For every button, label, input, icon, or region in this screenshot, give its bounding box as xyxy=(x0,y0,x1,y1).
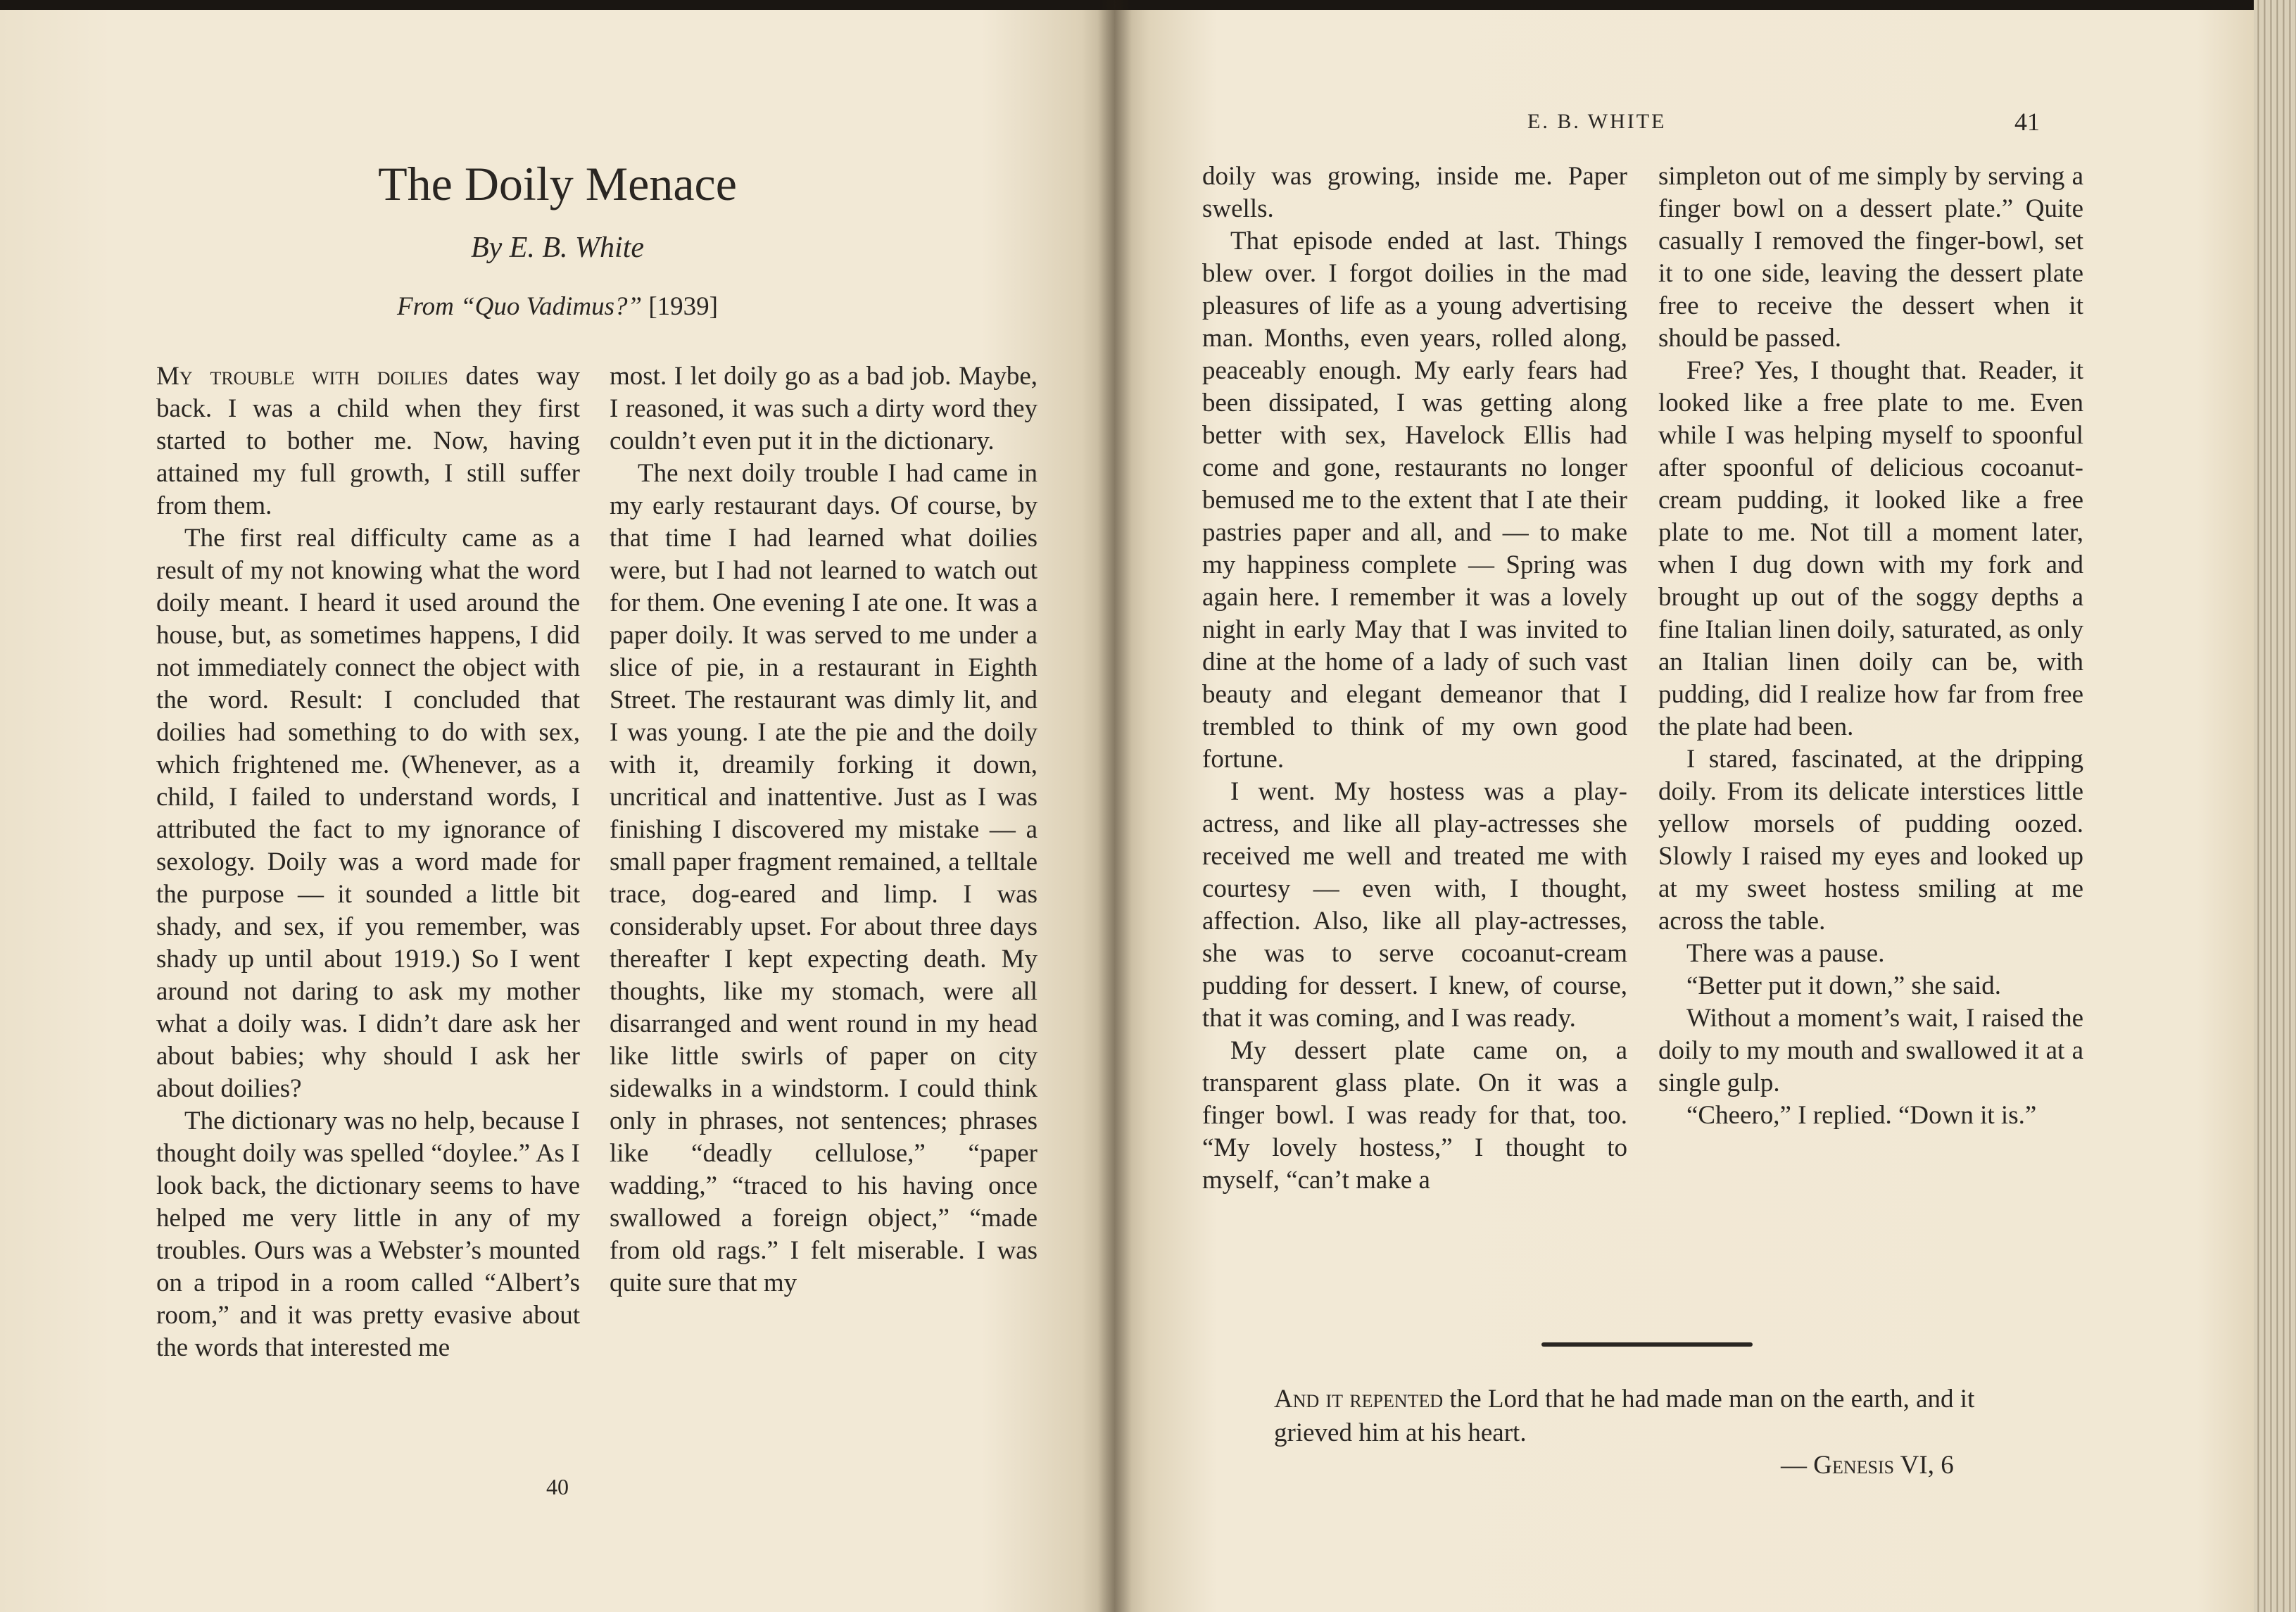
paragraph: Without a moment’s wait, I raised the doily to my mouth and swallowed it at a single gulp. xyxy=(1658,1004,2083,1097)
paragraph: My dessert plate came on, a transparent glass plate. On it was a finger bowl. I was ready for that, too. “My lovely hostess,” I thought to myself, “can’t make a xyxy=(1202,1036,1627,1195)
epigraph-lead: And it repented xyxy=(1274,1385,1444,1413)
paragraph: doily was growing, inside me. Paper swells. xyxy=(1202,162,1627,223)
paragraph: That episode ended at last. Things blew over. I forgot doilies in the mad pleasures of life as a young advertising man. Months, even years, rolled along, peaceably enough. My early fears had been dissipated, I was getting along better with sex, Havelock Ellis had come and gone, restaurants no longer bemused me to the extent that I ate their pastries paper and all, and — to make my happiness complete — Spring was again here. I remember it was a lovely night in early May that I was invited to dine at the home of a lady of such vast beauty and elegant demeanor that I trembled to think of my own good fortune. xyxy=(1202,227,1627,774)
paragraph: “Cheero,” I replied. “Down it is.” xyxy=(1686,1101,2037,1130)
page-number: 41 xyxy=(2014,108,2040,136)
paragraph: I went. My hostess was a play-actress, and like all play-actresses she received me well and treated me with courtesy — even with, I thought, affection. Also, like all play-actresses, she was to serve cocoanut-cream pudding for dessert. I knew, of course, that it was coming, and I was ready. xyxy=(1202,777,1627,1033)
text-column-4 xyxy=(1658,160,2083,1132)
epigraph-text: the Lord that he had made man on the earth, and it grieved him at his heart. xyxy=(1274,1385,1975,1447)
right-page xyxy=(1115,10,2254,1612)
paragraph: Free? Yes, I thought that. Reader, it looked like a free plate to me. Even while I was helping myself to spoonful after spoonful of delicious cocoanut-cream pudding, it looked like a free plate to me. Not till a moment later, when I dug down with my fork and brought up out of the soggy depths a fine Italian linen doily, saturated, as only an Italian linen doily can be, with pudding, did I realize how far from free the plate had been. xyxy=(1658,356,2083,741)
paragraph: simpleton out of me simply by serving a finger bowl on a dessert plate.” Quite casually I removed the finger-bowl, set it to one side, leaving the dessert plate free to receive the dessert when it should be passed. xyxy=(1658,162,2083,353)
page-edges xyxy=(2254,0,2296,1612)
source-title: “Quo Vadimus?” xyxy=(460,292,643,321)
paragraph: most. I let doily go as a bad job. Maybe, I reasoned, it was such a dirty word they couldn’t even put it in the dictionary. xyxy=(610,362,1037,455)
text-column-3 xyxy=(1202,160,1627,1197)
text-column-2 xyxy=(610,360,1037,1299)
running-head: E. B. WHITE xyxy=(1527,110,1667,133)
paragraph: There was a pause. xyxy=(1686,939,1885,968)
section-divider xyxy=(1541,1342,1753,1347)
lead-smallcaps: My trouble with doilies xyxy=(156,362,448,391)
epigraph xyxy=(1274,1383,2013,1450)
article-title: The Doily Menace xyxy=(378,157,737,210)
text-column-1 xyxy=(156,360,580,1364)
page-number: 40 xyxy=(546,1474,569,1499)
epigraph-source: — Genesis VI, 6 xyxy=(1781,1451,1954,1480)
article-source xyxy=(0,291,1115,322)
paragraph-text: dates way back. I was a child when they first started to bother me. Now, having attained my full growth, I still suffer from them. xyxy=(156,362,580,520)
book-gutter xyxy=(1098,0,1132,1612)
article-byline: By E. B. White xyxy=(470,232,645,264)
source-year: [1939] xyxy=(642,292,719,321)
paragraph xyxy=(156,360,580,522)
paragraph: “Better put it down,” she said. xyxy=(1686,971,2001,1000)
paragraph: The next doily trouble I had came in my early restaurant days. Of course, by that time I had learned what doilies were, but I had not learned to watch out for them. One evening I ate one. It was a paper doily. It was served to me under a slice of pie, in a restaurant in Eighth Street. The restaurant was dimly lit, and I was young. I ate the pie and the doily with it, dreamily forking it down, uncritical and inattentive. Just as I was finishing I discovered my mistake — a small paper fragment remained, a telltale trace, dog-eared and limp. I was considerably upset. For about three days thereafter I kept expecting death. My thoughts, like my stomach, were all disarranged and went round in my head like little swirls of paper on city sidewalks in a windstorm. I could think only in phrases, not sentences; phrases like “deadly cellulose,” “paper wadding,” “traced to his having once swallowed a foreign object,” “made from old rags.” I felt miserable. I was quite sure that my xyxy=(610,459,1037,1297)
paragraph: The dictionary was no help, because I thought doily was spelled “doylee.” As I look back, the dictionary seems to have helped me very little in any of my troubles. Ours was a Webster’s mounted on a tripod in a room called “Albert’s room,” and it was pretty evasive about the words that interested me xyxy=(156,1107,580,1362)
paragraph: The first real difficulty came as a result of my not knowing what the word doily meant. I heard it used around the house, but, as sometimes happens, I did not immediately connect the object with the word. Result: I concluded that doilies had something to do with sex, which frightened me. (Whenever, as a child, I failed to understand words, I attributed the fact to my ignorance of sexology. Doily was a word made for the purpose — it sounded a little bit shady, and sex, if you remember, was shady up until about 1919.) So I went around not daring to ask my mother what a doily was. I didn’t dare ask her about babies; why should I ask her about doilies? xyxy=(156,524,580,1103)
paragraph: I stared, fascinated, at the dripping doily. From its delicate interstices little yellow morsels of pudding oozed. Slowly I raised my eyes and looked up at my sweet hostess smiling at me across the table. xyxy=(1658,745,2083,936)
source-prefix: From xyxy=(396,292,461,321)
left-page xyxy=(0,10,1115,1612)
